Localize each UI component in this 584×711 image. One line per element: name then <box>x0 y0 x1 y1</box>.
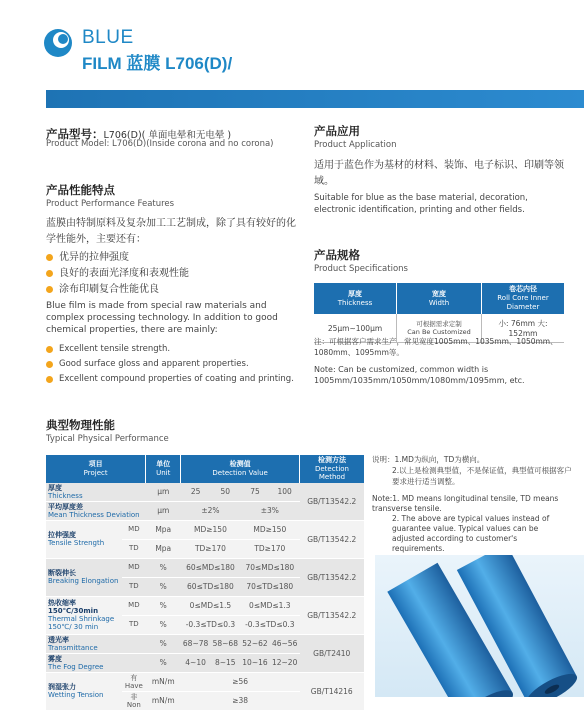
specs-heading-en: Product Specifications <box>314 264 408 274</box>
product-model-en: Product Model: L706(D)(Inside corona and no corona) <box>46 139 274 149</box>
application-heading: 产品应用 <box>314 124 360 138</box>
spec-width: 可根据需求定制 Can Be Customized <box>397 314 482 343</box>
notes-zh: 说明：1.MD为纵向，TD为横向。 2.以上是检测典型值，不是保证值，典型值可根据客户要求进行适当调整。 <box>372 455 572 486</box>
list-item: 良好的表面光泽度和表观性能 <box>46 266 296 282</box>
table-row: TD % 60≤TD≤180 70≤TD≤180 <box>46 577 364 596</box>
application-heading-en: Product Application <box>314 140 397 150</box>
bullet-icon <box>46 286 53 293</box>
bullet-icon <box>46 346 53 353</box>
table-row: TD Mpa TD≥170 TD≥170 <box>46 539 364 558</box>
features-list-en <box>46 342 301 387</box>
title-blue: BLUE <box>82 27 134 48</box>
list-item: Good surface gloss and apparent properties. <box>46 357 301 372</box>
blue-film-rolls-image <box>375 555 584 697</box>
specs-note-en: Note: Can be customized, common width is 1005mm/1035mm/1050mm/1080mm/1095mm, etc. <box>314 365 525 385</box>
physical-table: 项目 Project 单位 Unit 检测值 Detection Value 检测方法 Detection Method 厚度 Thickness μm 25 50 75 100 GB/T13542.2 平均厚度差 Mean Thickness Deviation μm ±2% ±3% 拉伸强度 Tensile Strength MD Mpa MD≥150 MD≥150 GB/T13542.2 TD Mpa TD≥170 TD≥170 断裂伸长 Breaking Elongation MD % 60≤MD≤180 70≤MD≤180 GB/T13542.2 TD % 60≤TD≤180 70≤TD≤180 热收缩率 150℃/30min Thermal Shrinkage 150℃/ 30 min MD % 0≤MD≤1.5 0≤MD≤1.3 GB/T13542.2 TD % -0.3≤TD≤0.3 -0.3≤TD≤0.3 透光率 Transmittance % 68~78 58~68 52~62 46~56 GB/T2410 雾度 The Fog Degree % 4~10 8~15 10~16 12~20 润湿张力 Wetting Tension 有 Have mN/m ≥56 GB/T14216 非 Non mN/m ≥38 <box>46 455 364 711</box>
spec-core: 小: 76mm 大: 152mm <box>482 314 565 343</box>
specs-heading: 产品规格 <box>314 248 360 262</box>
brand-logo-icon <box>43 28 73 58</box>
features-list-zh <box>46 250 296 298</box>
title-film-line: FILM 蓝膜 L706(D)/ <box>82 54 233 73</box>
list-item: Excellent compound properties of coating and printing. <box>46 372 301 387</box>
list-item: Excellent tensile strength. <box>46 342 301 357</box>
features-intro: 蓝膜由特制原料及复杂加工工艺制成，除了具有较好的化学性能外，主要还有： <box>46 218 296 245</box>
features-intro-en: Blue film is made from special raw materials and complex processing technology. In addition to good chemical properties, there are mainly: <box>46 301 278 335</box>
table-row: 透光率 Transmittance % 68~78 58~68 52~62 46~56 GB/T2410 <box>46 634 364 653</box>
application-text-en: Suitable for blue as the base material, decoration, electronic identification, printing and other fields. <box>314 193 528 215</box>
table-row: 热收缩率 150℃/30min Thermal Shrinkage 150℃/ 30 min MD % 0≤MD≤1.5 0≤MD≤1.3 GB/T13542.2 <box>46 596 364 615</box>
list-item: 涂布印刷复合性能优良 <box>46 282 296 298</box>
table-row: 厚度 Thickness μm 25 50 75 100 GB/T13542.2 <box>46 483 364 502</box>
list-item: 优异的拉伸强度 <box>46 250 296 266</box>
table-row: 拉伸强度 Tensile Strength MD Mpa MD≥150 MD≥150 GB/T13542.2 <box>46 520 364 539</box>
application-text: 适用于蓝色作为基材的材料、装饰、电子标识、印刷等领域。 <box>314 160 564 187</box>
physical-heading: 典型物理性能 <box>46 418 115 432</box>
bullet-icon <box>46 270 53 277</box>
specs-table: 厚度 Thickness 宽度 Width 卷芯内径 Roll Core Inner Diameter 25μm~100μm 可根据需求定制 Can Be Customized 小: 76mm 大: 152mm <box>314 283 564 343</box>
table-row: 非 Non mN/m ≥38 <box>46 691 364 710</box>
specs-note: 注：可根据客户需求生产，常见宽度1005mm、1035mm、1050mm、1080mm、1095mm等。 <box>314 337 558 357</box>
table-row: 断裂伸长 Breaking Elongation MD % 60≤MD≤180 70≤MD≤180 GB/T13542.2 <box>46 558 364 577</box>
table-row: 平均厚度差 Mean Thickness Deviation μm ±2% ±3% <box>46 501 364 520</box>
bullet-icon <box>46 376 53 383</box>
table-row: TD % -0.3≤TD≤0.3 -0.3≤TD≤0.3 <box>46 615 364 634</box>
bullet-icon <box>46 254 53 261</box>
features-heading-en: Product Performance Features <box>46 199 175 209</box>
spec-thickness: 25μm~100μm <box>314 314 397 343</box>
product-model: 产品型号：L706(D)( 单面电晕和无电晕 ) <box>46 127 232 141</box>
header-bar <box>46 90 584 108</box>
physical-heading-en: Typical Physical Performance <box>46 434 169 444</box>
features-heading: 产品性能特点 <box>46 183 115 197</box>
table-row: 润湿张力 Wetting Tension 有 Have mN/m ≥56 GB/T14216 <box>46 672 364 691</box>
bullet-icon <box>46 361 53 368</box>
table-row: 雾度 The Fog Degree % 4~10 8~15 10~16 12~20 <box>46 653 364 672</box>
notes-en: Note:1. MD means longitudinal tensile, TD means transverse tensile. 2. The above are typical values instead of guarantee value. Typical values can be adjusted according to customer's requirements. <box>372 494 559 553</box>
